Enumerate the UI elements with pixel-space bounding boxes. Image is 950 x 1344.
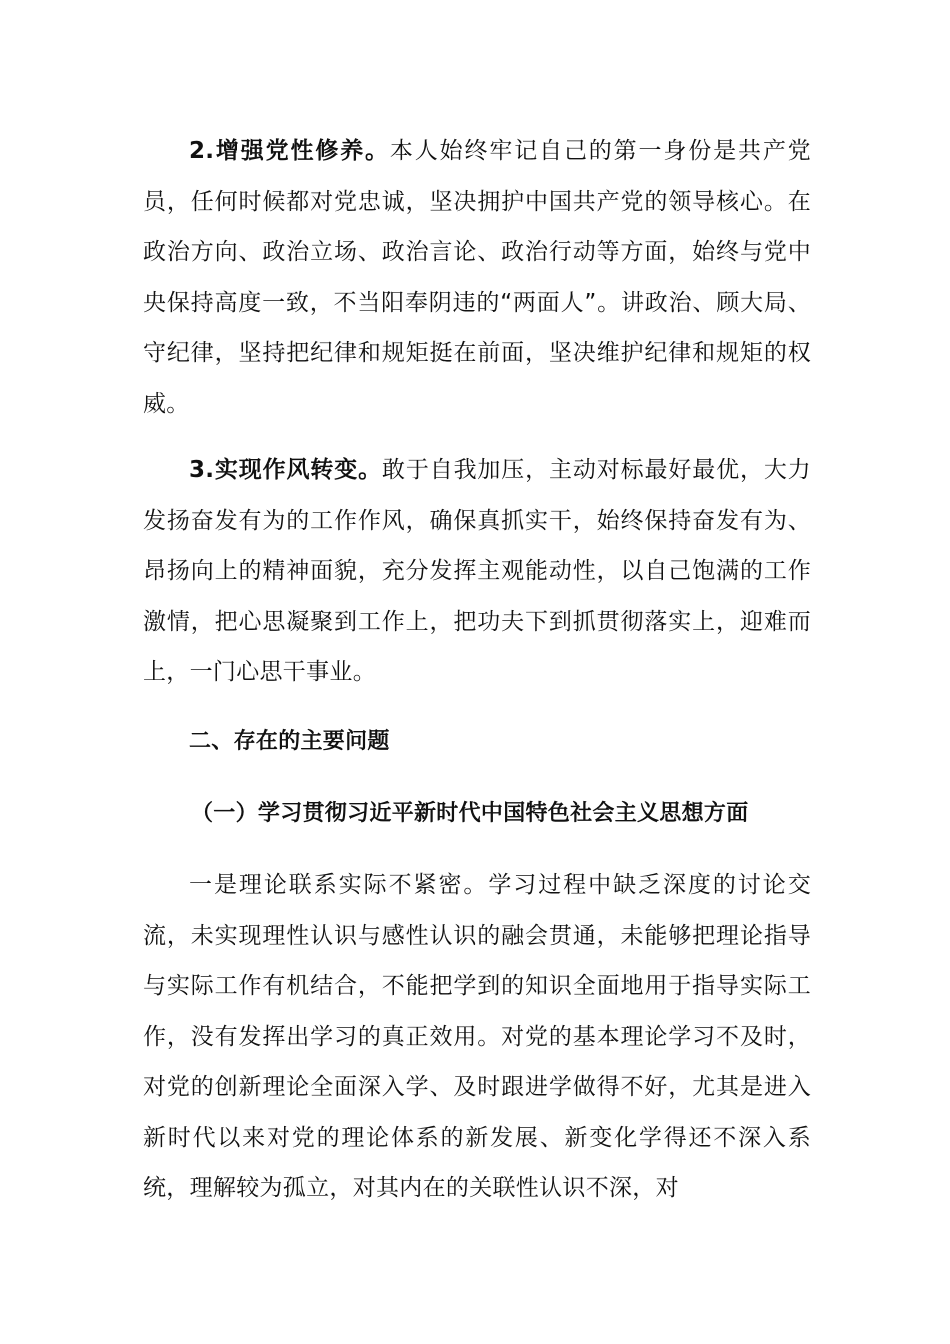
paragraph-lead: 3.实现作风转变。 bbox=[189, 457, 382, 483]
paragraph-body: 敢于自我加压，主动对标最好最优，大力发扬奋发有为的工作作风，确保真抓实干，始终保持奋发有为、昂扬向上的精神面貌，充分发挥主观能动性，以自己饱满的工作激情，把心思凝聚到工作上，把功夫下到抓贯彻落实上，迎难而上，一门心思干事业。 bbox=[143, 457, 811, 685]
paragraph-problem-theory: 一是理论联系实际不紧密。学习过程中缺乏深度的讨论交流，未实现理性认识与感性认识的融会贯通，未能够把理论指导与实际工作有机结合，不能把学到的知识全面地用于指导实际工作，没有发挥出学习的真正效用。对党的基本理论学习不及时，对党的创新理论全面深入学、及时跟进学做得不好，尤其是进入新时代以来对党的理论体系的新发展、新变化学得还不深入系统，理解较为孤立，对其内在的关联性认识不深，对 bbox=[143, 872, 811, 1201]
paragraph-lead: 2.增强党性修养。 bbox=[189, 138, 390, 164]
paragraph-party-spirit bbox=[143, 126, 811, 429]
paragraph-work-style bbox=[143, 445, 811, 698]
subsection-heading: （一）学习贯彻习近平新时代中国特色社会主义思想方面 bbox=[191, 801, 749, 826]
paragraph-body: 本人始终牢记自己的第一身份是共产党员，任何时候都对党忠诚，坚决拥护中国共产党的领导核心。在政治方向、政治立场、政治言论、政治行动等方面，始终与党中央保持高度一致，不当阳奉阴违的“两面人”。讲政治、顾大局、守纪律，坚持把纪律和规矩挺在前面，坚决维护纪律和规矩的权威。 bbox=[143, 138, 811, 417]
section-heading: 二、存在的主要问题 bbox=[189, 729, 390, 754]
